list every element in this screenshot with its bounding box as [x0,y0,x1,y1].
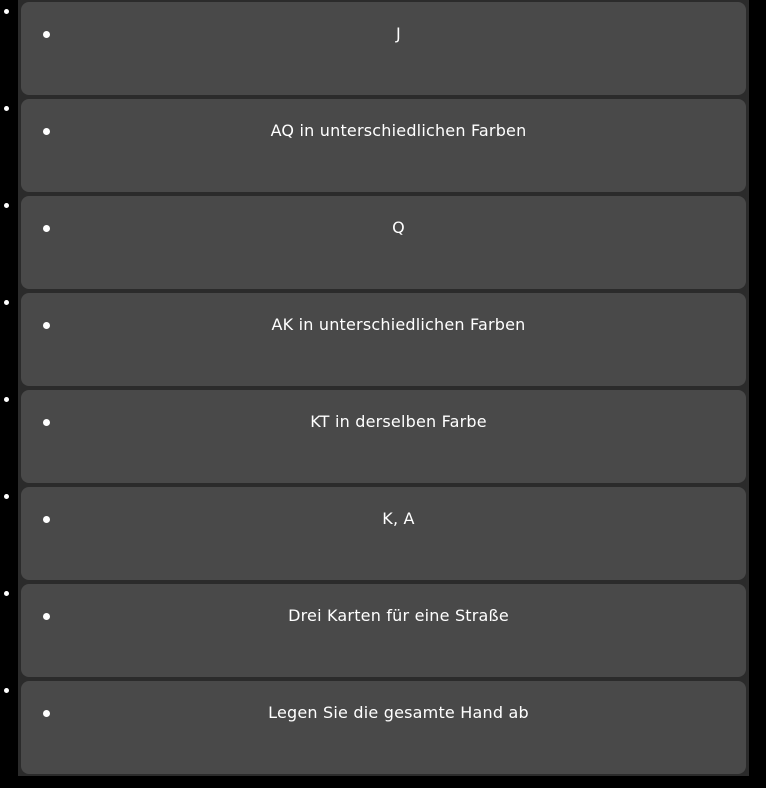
option-label: • K, A [382,509,415,528]
bullet-icon [43,128,50,135]
option-ak-offsuit[interactable] [21,293,746,386]
option-label: • Q [392,218,405,237]
option-three-to-straight[interactable] [21,584,746,677]
option-kt-suited[interactable] [21,390,746,483]
option-label: • Drei Karten für eine Straße [288,606,509,625]
bullet-icon [43,613,50,620]
option-label: • Legen Sie die gesamte Hand ab [268,703,529,722]
option-label: • AQ in unterschiedlichen Farben [270,121,527,140]
option-q[interactable] [21,196,746,289]
option-label: • AK in unterschiedlichen Farben [271,315,526,334]
option-discard-all[interactable] [21,681,746,774]
option-j[interactable] [21,2,746,95]
bullet-icon [43,225,50,232]
bullet-icon [43,419,50,426]
option-aq-offsuit[interactable] [21,99,746,192]
bullet-icon [43,322,50,329]
bullet-icon [43,31,50,38]
option-k-a[interactable] [21,487,746,580]
answer-options-list [21,2,746,778]
bullet-icon [43,516,50,523]
bullet-icon [43,710,50,717]
option-label: • KT in derselben Farbe [310,412,487,431]
option-label: • J [396,24,401,43]
